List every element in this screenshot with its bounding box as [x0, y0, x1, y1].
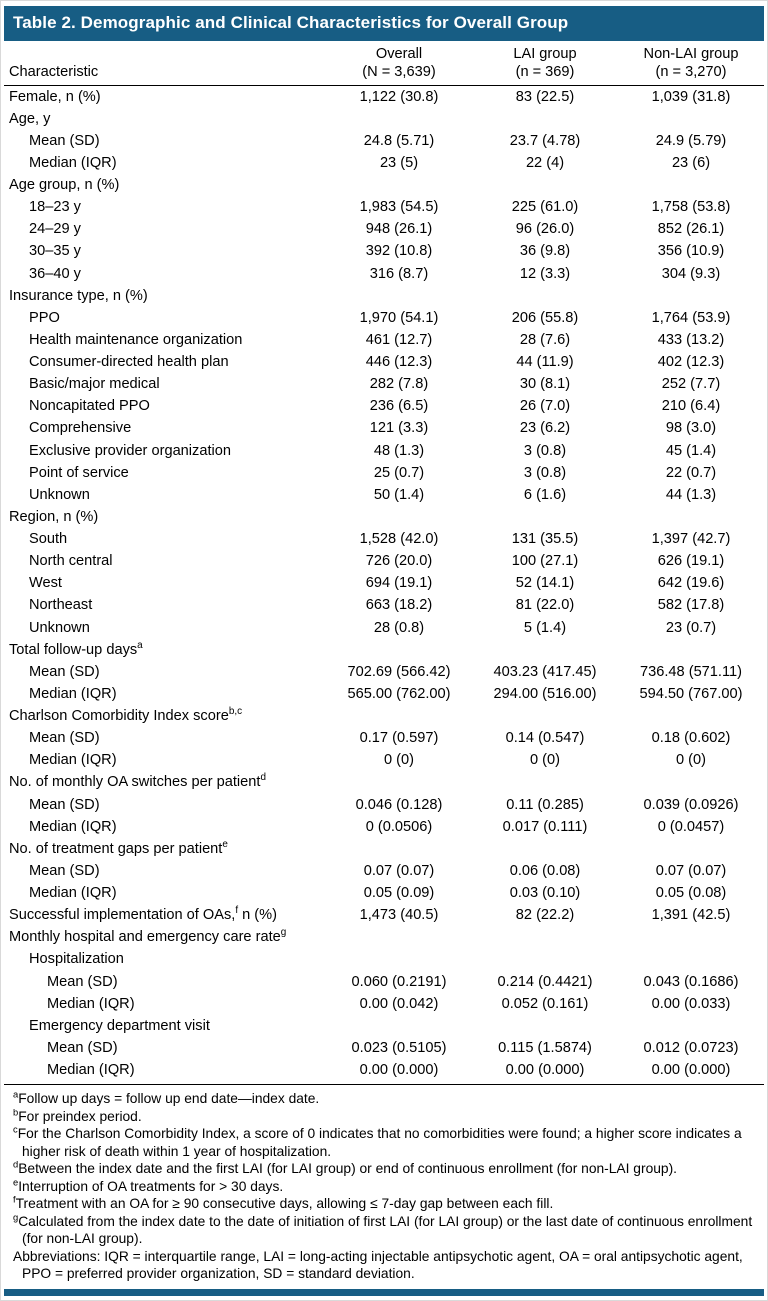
row-value: 252 (7.7): [661, 376, 721, 393]
table-row: [4, 617, 764, 639]
row-value: 12 (3.3): [519, 265, 571, 282]
table-row: [4, 484, 764, 506]
row-value: 44 (1.3): [665, 486, 717, 503]
row-label: Successful implementation of OAs,$^f$ n (%): [9, 905, 277, 924]
table-row: [4, 727, 764, 749]
footnote: $^e$Interruption of OA treatments for > 30 days.: [13, 1177, 284, 1194]
row-value: 82 (22.2): [515, 907, 575, 924]
row-value: 433 (13.2): [657, 331, 725, 348]
row-label: No. of treatment gaps per patient$^e$: [9, 838, 228, 857]
table-row: [4, 130, 764, 152]
row-label: Monthly hospital and emergency care rate$^g$: [9, 927, 287, 946]
characteristics-table: [4, 42, 764, 1081]
row-value: 22 (4): [525, 154, 565, 171]
row-value: 392 (10.8): [365, 243, 433, 260]
row-value: 24.8 (5.71): [363, 132, 435, 149]
table-row: [4, 771, 764, 793]
row-label: PPO: [29, 309, 60, 326]
row-label: Median (IQR): [29, 154, 117, 171]
table-row: [4, 948, 764, 970]
table-row: [4, 993, 764, 1015]
row-value: 44 (11.9): [516, 354, 574, 371]
table-row: [4, 528, 764, 550]
row-value: 0.07 (0.07): [363, 862, 435, 879]
header-row: [4, 42, 764, 85]
table-row: [4, 307, 764, 329]
row-label: Age, y: [9, 110, 51, 127]
row-value: [326, 771, 472, 793]
row-value: 1,391 (42.5): [651, 907, 731, 924]
row-label: Mean (SD): [47, 973, 118, 990]
row-value: 0.039 (0.0926): [643, 796, 739, 813]
row-value: 1,983 (54.5): [359, 199, 439, 216]
row-value: 1,970 (54.1): [359, 309, 439, 326]
col-header-lai-line1: LAI group: [513, 46, 577, 62]
row-value: 316 (8.7): [369, 265, 429, 282]
row-value: 582 (17.8): [657, 597, 725, 614]
row-value: 23.7 (4.78): [509, 132, 581, 149]
row-label: North central: [29, 553, 113, 570]
row-value: 0 (0.0457): [657, 818, 725, 835]
row-value: [326, 705, 472, 727]
row-label: Health maintenance organization: [29, 331, 243, 348]
row-value: 0.052 (0.161): [501, 995, 589, 1012]
table-row: [4, 882, 764, 904]
row-value: 663 (18.2): [365, 597, 433, 614]
row-value: 100 (27.1): [511, 553, 579, 570]
row-value: 694 (19.1): [365, 575, 433, 592]
row-value: [618, 506, 764, 528]
row-value: 282 (7.8): [369, 376, 429, 393]
row-value: 30 (8.1): [519, 376, 571, 393]
row-value: 0.023 (0.5105): [351, 1039, 447, 1056]
row-value: 626 (19.1): [657, 553, 725, 570]
row-label: Unknown: [29, 486, 90, 503]
row-value: [326, 639, 472, 661]
row-label: Mean (SD): [29, 132, 100, 149]
row-label: Emergency department visit: [29, 1017, 210, 1034]
row-value: 24.9 (5.79): [655, 132, 727, 149]
footnote-marker: g: [13, 1212, 19, 1223]
row-value: [472, 926, 618, 948]
table-header: [4, 42, 764, 85]
row-label: Mean (SD): [29, 796, 100, 813]
row-value: 0.05 (0.08): [655, 885, 727, 902]
row-value: 446 (12.3): [365, 354, 433, 371]
table-row: [4, 816, 764, 838]
footnote: $^d$Between the index date and the first LAI (for LAI group) or end of continuous enrollment (for non-LAI group).: [13, 1159, 678, 1177]
table-row: [4, 661, 764, 683]
table-row: [4, 639, 764, 661]
row-label: Median (IQR): [29, 885, 117, 902]
col-header-non-lai-line2: (n = 3,270): [655, 63, 727, 80]
row-value: 1,764 (53.9): [651, 309, 731, 326]
row-value: 0.043 (0.1686): [643, 973, 739, 990]
row-value: 26 (7.0): [519, 398, 571, 415]
row-value: 0 (0.0506): [365, 818, 433, 835]
footnote: $^a$Follow up days = follow up end date—index date.: [13, 1089, 320, 1107]
row-value: 22 (0.7): [665, 464, 717, 481]
table-row: [4, 971, 764, 993]
row-value: 0.012 (0.0723): [643, 1039, 739, 1056]
row-value: 461 (12.7): [365, 331, 433, 348]
row-value: 1,473 (40.5): [359, 907, 439, 924]
row-value: 50 (1.4): [373, 486, 425, 503]
table-row: [4, 152, 764, 174]
col-header-characteristic: Characteristic: [4, 42, 326, 85]
footnote: $^b$For preindex period.: [13, 1107, 142, 1124]
row-value: [618, 285, 764, 307]
row-label: Noncapitated PPO: [29, 398, 150, 415]
row-value: 45 (1.4): [665, 442, 717, 459]
row-label: Northeast: [29, 597, 93, 614]
footnote-marker: e: [13, 1177, 19, 1188]
row-label: South: [29, 531, 68, 548]
table-row: [4, 705, 764, 727]
table-body: [4, 85, 764, 1081]
row-value: [472, 948, 618, 970]
row-label: 30–35 y: [29, 243, 81, 260]
row-value: 0 (0): [383, 752, 414, 769]
table-row: [4, 749, 764, 771]
row-label: Point of service: [29, 464, 129, 481]
abbreviations-note: Abbreviations: IQR = interquartile range, LAI = long-acting injectable antipsychotic agent, OA = oral antipsychotic agent, PPO = preferred provider organization, SD = standard deviation.: [13, 1248, 743, 1282]
row-value: 210 (6.4): [661, 398, 721, 415]
row-value: 0.14 (0.547): [505, 730, 585, 747]
footnote: $^f$Treatment with an OA for ≥ 90 consecutive days, allowing ≤ 7-day gap between each fill.: [13, 1194, 554, 1212]
row-value: [472, 285, 618, 307]
row-value: 23 (0.7): [665, 619, 717, 636]
row-value: [326, 506, 472, 528]
row-value: 594.50 (767.00): [639, 685, 743, 702]
row-value: [326, 174, 472, 196]
col-header-lai-group: [472, 42, 618, 85]
row-label: West: [29, 575, 62, 592]
table-row: [4, 838, 764, 860]
row-value: 206 (55.8): [511, 309, 579, 326]
row-value: 0 (0): [675, 752, 706, 769]
row-value: 1,397 (42.7): [651, 531, 731, 548]
row-value: 356 (10.9): [657, 243, 725, 260]
table-row: [4, 550, 764, 572]
row-value: 726 (20.0): [365, 553, 433, 570]
row-value: [472, 108, 618, 130]
row-value: 0.06 (0.08): [509, 862, 581, 879]
table-row: [4, 926, 764, 948]
row-value: [472, 705, 618, 727]
row-label: Hospitalization: [29, 951, 124, 968]
row-label: Mean (SD): [47, 1039, 118, 1056]
table-row: [4, 683, 764, 705]
table-row: [4, 417, 764, 439]
row-label: Mean (SD): [29, 862, 100, 879]
row-value: 1,758 (53.8): [651, 199, 731, 216]
row-value: 28 (7.6): [519, 331, 571, 348]
table-row: [4, 285, 764, 307]
table-row: [4, 263, 764, 285]
row-value: 48 (1.3): [373, 442, 425, 459]
row-value: 0.11 (0.285): [506, 796, 584, 813]
row-value: [472, 838, 618, 860]
row-label: Exclusive provider organization: [29, 442, 231, 459]
table-row: [4, 1015, 764, 1037]
row-value: 0 (0): [529, 752, 560, 769]
row-label: Female, n (%): [9, 88, 101, 105]
row-value: 0.17 (0.597): [359, 730, 439, 747]
bottom-bar: [4, 1289, 764, 1296]
footnote-marker: e: [222, 838, 228, 850]
row-value: 0.18 (0.602): [651, 730, 731, 747]
col-header-lai-line2: (n = 369): [515, 63, 575, 80]
row-value: 1,122 (30.8): [359, 88, 439, 105]
row-value: [618, 948, 764, 970]
row-value: [472, 771, 618, 793]
row-value: [326, 1015, 472, 1037]
row-value: 83 (22.5): [515, 88, 575, 105]
row-value: [472, 639, 618, 661]
row-value: [618, 1015, 764, 1037]
row-value: [472, 506, 618, 528]
row-value: [472, 1015, 618, 1037]
row-value: 96 (26.0): [515, 221, 575, 238]
footnote-marker: g: [280, 927, 287, 939]
footnote-marker: a: [13, 1089, 19, 1100]
table-row: [4, 904, 764, 926]
footnote: $^c$For the Charlson Comorbidity Index, a score of 0 indicates that no comorbidities were found; a higher score indicates a higher risk of death within 1 year of hospitalization.: [13, 1124, 742, 1159]
row-label: Median (IQR): [47, 995, 135, 1012]
footnote-marker: c: [13, 1124, 18, 1135]
table-row: [4, 108, 764, 130]
row-value: 225 (61.0): [511, 199, 579, 216]
row-value: 0.060 (0.2191): [351, 973, 447, 990]
row-value: 0.115 (1.5874): [498, 1039, 592, 1056]
table-row: [4, 1059, 764, 1081]
row-value: [326, 108, 472, 130]
row-value: 52 (14.1): [515, 575, 575, 592]
row-value: [472, 174, 618, 196]
row-value: 0.05 (0.09): [363, 885, 435, 902]
row-value: 0.00 (0.042): [359, 995, 439, 1012]
table-row: [4, 440, 764, 462]
row-value: 0.214 (0.4421): [497, 973, 593, 990]
row-label: Insurance type, n (%): [9, 287, 148, 304]
row-value: 28 (0.8): [373, 619, 425, 636]
row-label: Median (IQR): [29, 752, 117, 769]
col-header-overall-line2: (N = 3,639): [362, 63, 436, 80]
row-label: 18–23 y: [29, 199, 81, 216]
table-row: [4, 174, 764, 196]
row-value: [618, 639, 764, 661]
table-row: [4, 351, 764, 373]
table-row: [4, 196, 764, 218]
row-value: 121 (3.3): [369, 420, 429, 437]
row-value: 1,039 (31.8): [651, 88, 731, 105]
footnotes: [4, 1084, 764, 1289]
row-value: 6 (1.6): [523, 486, 567, 503]
table-title: Table 2. Demographic and Clinical Characteristics for Overall Group: [13, 13, 569, 32]
row-label: Basic/major medical: [29, 376, 160, 393]
row-label: Median (IQR): [47, 1062, 135, 1079]
row-value: [326, 838, 472, 860]
row-label: Comprehensive: [29, 420, 132, 437]
row-label: Charlson Comorbidity Index score$^{b,c}$: [9, 706, 243, 725]
col-header-non-lai-line1: Non-LAI group: [643, 46, 739, 62]
row-value: 25 (0.7): [373, 464, 425, 481]
footnote-marker: d: [260, 772, 266, 784]
row-value: 5 (1.4): [523, 619, 567, 636]
col-header-overall: [326, 42, 472, 85]
row-value: 0.00 (0.000): [505, 1062, 585, 1079]
row-label: Median (IQR): [29, 685, 117, 702]
table-row: [4, 373, 764, 395]
row-label: Age group, n (%): [9, 177, 120, 194]
table-row: [4, 218, 764, 240]
table-row: [4, 240, 764, 262]
row-value: 1,528 (42.0): [359, 531, 439, 548]
col-header-overall-line1: Overall: [375, 46, 423, 62]
row-value: [618, 838, 764, 860]
row-label: Region, n (%): [9, 508, 99, 525]
row-value: 23 (6.2): [519, 420, 571, 437]
row-value: [326, 948, 472, 970]
table-row: [4, 860, 764, 882]
table-row: [4, 395, 764, 417]
row-value: 3 (0.8): [523, 464, 567, 481]
table-row: [4, 506, 764, 528]
row-value: 702.69 (566.42): [347, 663, 451, 680]
row-value: 3 (0.8): [523, 442, 567, 459]
table-row: [4, 329, 764, 351]
row-value: 36 (9.8): [519, 243, 571, 260]
table-row: [4, 794, 764, 816]
row-label: Consumer-directed health plan: [29, 354, 229, 371]
row-label: Total follow-up days$^a$: [9, 639, 143, 658]
row-value: 98 (3.0): [665, 420, 717, 437]
row-label: Median (IQR): [29, 818, 117, 835]
row-value: 0.03 (0.10): [509, 885, 581, 902]
row-value: 294.00 (516.00): [493, 685, 597, 702]
row-value: 23 (5): [379, 154, 419, 171]
footnote-marker: b,c: [228, 706, 243, 718]
col-header-non-lai-group: [618, 42, 764, 85]
row-value: 304 (9.3): [661, 265, 721, 282]
row-label: 36–40 y: [29, 265, 81, 282]
row-value: 0.017 (0.111): [502, 818, 588, 835]
table-row: [4, 594, 764, 616]
row-value: [618, 705, 764, 727]
row-value: 402 (12.3): [657, 354, 725, 371]
footnote: $^g$Calculated from the index date to the date of initiation of first LAI (for LAI group) or the last date of continuous enrollment (for non-LAI group).: [13, 1212, 753, 1247]
row-value: 0.046 (0.128): [355, 796, 443, 813]
footnote-marker: f: [13, 1194, 16, 1205]
row-value: 0.00 (0.033): [651, 995, 731, 1012]
row-value: [326, 926, 472, 948]
row-label: Mean (SD): [29, 663, 100, 680]
row-value: 0.00 (0.000): [359, 1062, 439, 1079]
row-value: 81 (22.0): [515, 597, 575, 614]
row-label: Unknown: [29, 619, 90, 636]
table-row: [4, 572, 764, 594]
footnote-marker: f: [235, 905, 239, 917]
row-value: 565.00 (762.00): [347, 685, 451, 702]
row-value: 642 (19.6): [657, 575, 725, 592]
footnote-marker: b: [13, 1107, 19, 1118]
footnote-marker: d: [13, 1159, 19, 1170]
row-value: [618, 108, 764, 130]
row-value: [618, 174, 764, 196]
row-label: No. of monthly OA switches per patient$^d$: [9, 772, 266, 791]
row-value: [618, 771, 764, 793]
row-label: Mean (SD): [29, 730, 100, 747]
table-row: [4, 1037, 764, 1059]
footnote-marker: a: [137, 639, 143, 651]
row-value: 852 (26.1): [657, 221, 725, 238]
row-value: [618, 926, 764, 948]
table-row: [4, 85, 764, 108]
row-label: 24–29 y: [29, 221, 81, 238]
row-value: 403.23 (417.45): [493, 663, 597, 680]
table-title-bar: [4, 6, 764, 41]
row-value: [326, 285, 472, 307]
row-value: 948 (26.1): [365, 221, 433, 238]
row-value: 736.48 (571.11): [640, 663, 742, 680]
row-value: 0.00 (0.000): [651, 1062, 731, 1079]
row-value: 236 (6.5): [369, 398, 429, 415]
row-value: 0.07 (0.07): [655, 862, 727, 879]
row-value: 131 (35.5): [511, 531, 579, 548]
table-row: [4, 462, 764, 484]
row-value: 23 (6): [671, 154, 711, 171]
